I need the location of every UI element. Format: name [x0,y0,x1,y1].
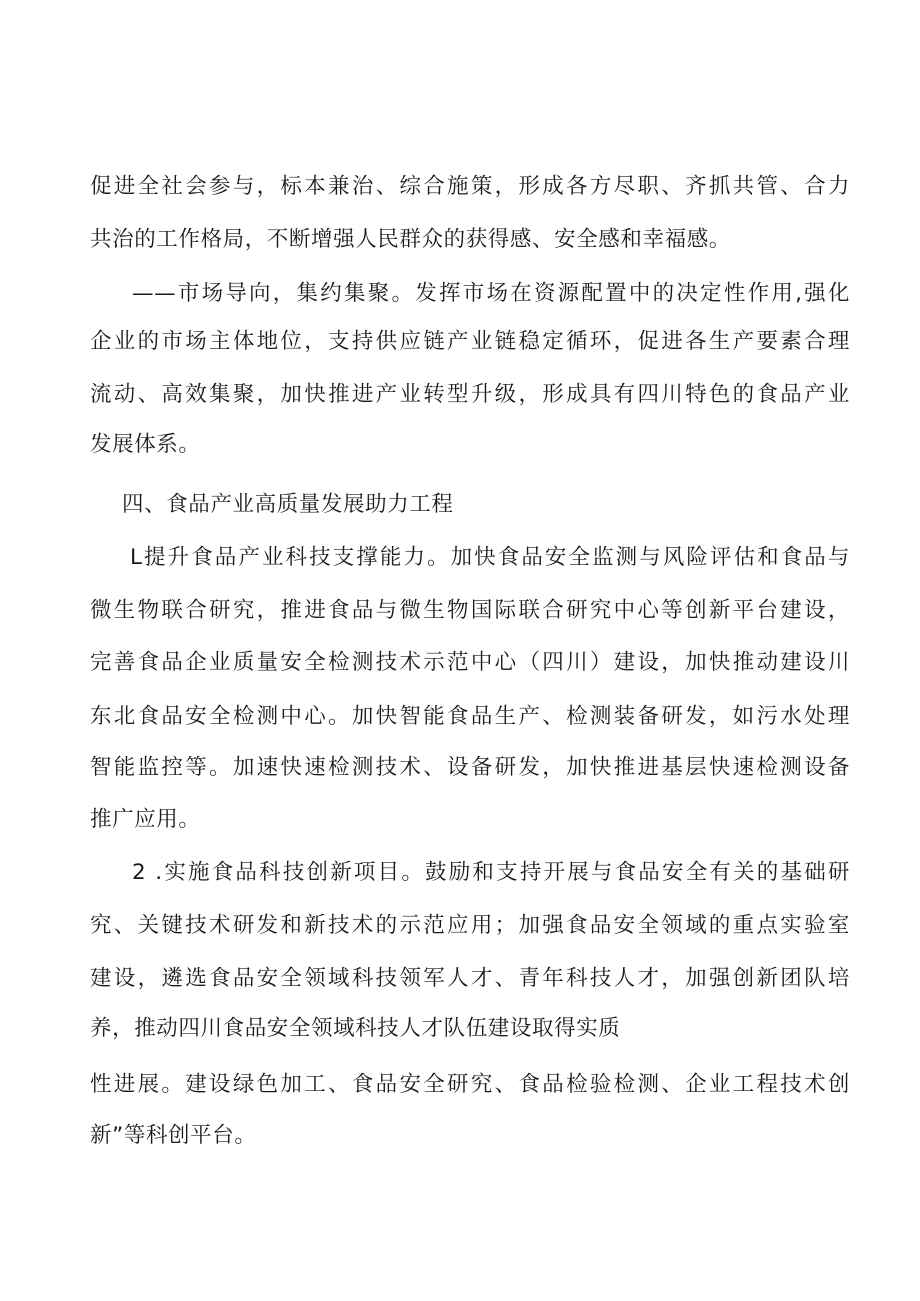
text-line: 完善食品企业质量安全检测技术示范中心（四川）建设，加快推动建设川 [90,650,850,675]
text-line: 促进全社会参与，标本兼治、综合施策，形成各方尽职、齐抓共管、合力 [90,174,850,199]
text-line: 性进展。建设绿色加工、食品安全研究、食品检验检测、企业工程技术创 [90,1072,850,1097]
text-line: 养，推动四川食品安全领域科技人才队伍建设取得实质 [90,1016,621,1041]
text-line: 智能监控等。加速快速检测技术、设备研发，加快推进基层快速检测设备 [90,755,850,780]
text-line: 新”等科创平台。 [90,1123,257,1148]
text-line: 东北食品安全检测中心。加快智能食品生产、检测装备研发，如污水处理 [90,704,850,729]
text-line: 建设，遴选食品安全领域科技领军人才、青年科技人才，加强创新团队培 [90,966,850,991]
text-line: 推广应用。 [90,807,201,832]
text-line: 究、关键技术研发和新技术的示范应用；加强食品安全领域的重点实验室 [90,913,850,938]
text-line: 2 .实施食品科技创新项目。鼓励和支持开展与食品安全有关的基础研 [132,860,850,885]
text-line: L提升食品产业科技支撑能力。加快食品安全监测与风险评估和食品与 [130,545,850,570]
section-heading: 四、食品产业高质量发展助力工程 [122,492,454,517]
text-line: 企业的市场主体地位，支持供应链产业链稳定循环，促进各生产要素合理 [90,329,850,354]
text-line: ——市场导向，集约集聚。发挥市场在资源配置中的决定性作用,强化 [132,281,850,306]
text-line: 共治的工作格局，不断增强人民群众的获得感、安全感和幸福感。 [90,227,731,252]
text-line: 发展体系。 [90,432,201,457]
text-line: 流动、高效集聚，加快推进产业转型升级，形成具有四川特色的食品产业 [90,382,850,407]
text-line: 微生物联合研究，推进食品与微生物国际联合研究中心等创新平台建设， [90,598,850,623]
